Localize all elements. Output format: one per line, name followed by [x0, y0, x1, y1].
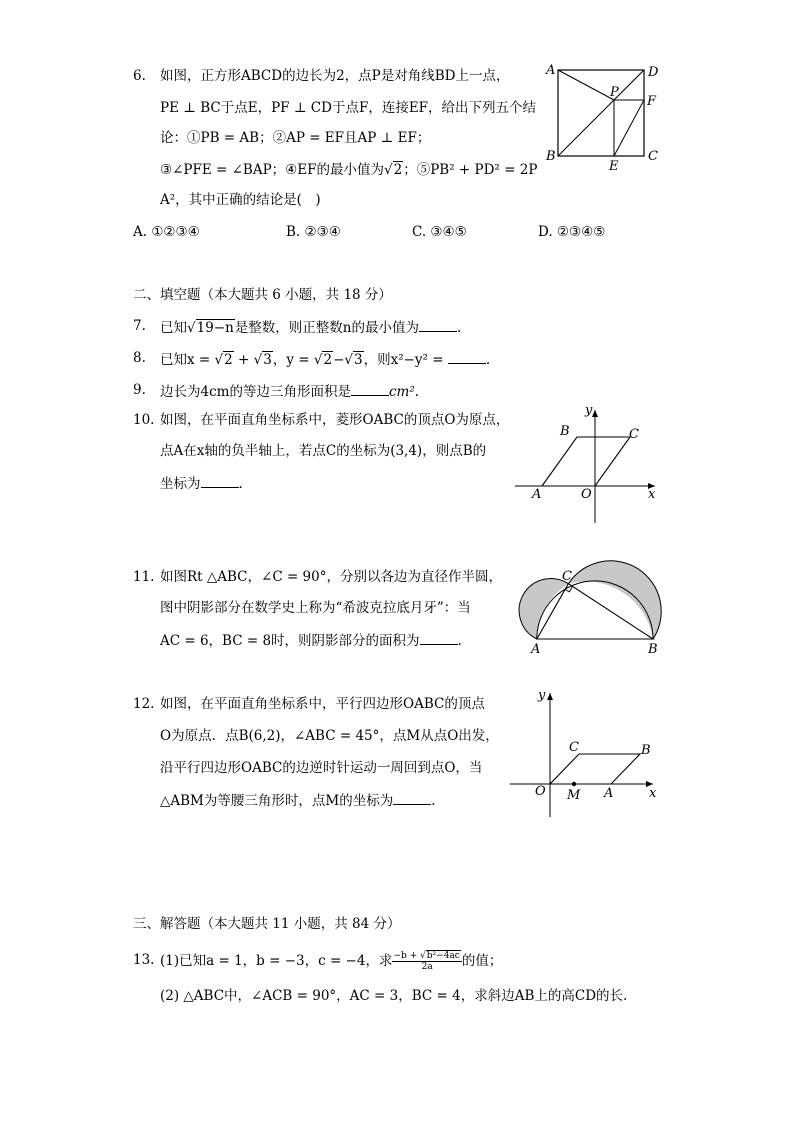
q6-option-b[interactable]: B. ②③④: [286, 224, 341, 240]
q7-number: 7.: [133, 318, 146, 334]
q11-line3: [160, 630, 462, 650]
formula-num-radicand: b²−4ac: [426, 951, 460, 961]
q13-part2: (2) △ABC中，∠ACB = 90°，AC = 3，BC = 4，求斜边AB上的高CD的长.: [160, 988, 628, 1004]
label-y: y: [585, 403, 593, 418]
q7-post: 是整数，则正整数n的最小值为: [234, 320, 419, 336]
q6-option-c[interactable]: C. ③④⑤: [412, 224, 467, 240]
q8-r2: 3: [263, 352, 272, 368]
label-o: O: [535, 784, 546, 799]
q11-lune-figure: [515, 560, 665, 660]
q12-number: 12.: [133, 696, 155, 712]
q8-mid2: ，y =: [272, 352, 314, 368]
label-b: B: [546, 149, 556, 164]
q10-number: 10.: [133, 412, 155, 428]
section-3-title: 三、解答题（本大题共 11 小题，共 84 分）: [133, 916, 401, 932]
q13-number: 13.: [133, 952, 155, 968]
label-c: C: [648, 149, 658, 164]
q11-answer-blank[interactable]: [420, 630, 458, 645]
sqrt-symbol: √: [384, 162, 393, 178]
label-y: y: [538, 688, 546, 703]
q8-mid3: −: [333, 352, 345, 368]
segment-ap: [558, 70, 614, 100]
label-d: D: [648, 65, 659, 80]
section-2-title: 二、填空题（本大题共 6 小题，共 18 分）: [133, 287, 392, 303]
q8-r1: 2: [224, 352, 233, 368]
segment-ef: [614, 100, 644, 156]
q8-answer-blank[interactable]: [448, 349, 486, 364]
q11-line3-text: AC = 6，BC = 8时，则阴影部分的面积为: [160, 633, 420, 649]
q10-answer-blank[interactable]: [201, 473, 239, 488]
label-c: C: [562, 569, 572, 584]
q8-end: .: [485, 352, 491, 368]
q6-line5: A²，其中正确的结论是( ): [160, 192, 321, 208]
q7-radicand: 19−n: [196, 320, 234, 336]
q10-line2: 点A在x轴的负半轴上，若点C的坐标为(3,4)，则点B的: [160, 443, 487, 459]
q6-line4-a: ③∠PFE = ∠BAP；④EF的最小值为: [160, 162, 385, 178]
label-b: B: [641, 743, 651, 758]
q9-text: [160, 381, 419, 401]
q9-unit: cm².: [388, 384, 420, 400]
q6-line4: [160, 161, 537, 179]
y-axis-arrow-icon: [547, 693, 553, 700]
label-a: A: [604, 786, 614, 801]
label-a: A: [531, 642, 541, 657]
q8-number: 8.: [133, 350, 146, 366]
label-a: A: [546, 63, 556, 78]
label-p: P: [610, 85, 619, 100]
label-b: B: [648, 642, 658, 657]
q12-line3: 沿平行四边形OABC的边逆时针运动一周回到点O，当: [160, 760, 483, 776]
q13-p1-pre: (1)已知a = 1，b = −3，c = −4，求: [160, 953, 393, 969]
y-axis-arrow-icon: [592, 410, 598, 417]
lune-ac: [519, 579, 568, 639]
q10-end: .: [238, 476, 243, 492]
q6-line4-radicand: 2: [393, 162, 403, 178]
label-c: C: [569, 740, 579, 755]
label-b: B: [560, 424, 570, 439]
q12-answer-blank[interactable]: [393, 790, 431, 805]
label-c: C: [629, 427, 639, 442]
q12-line2: O为原点．点B(6,2)，∠ABC = 45°，点M从点O出发，: [160, 728, 499, 744]
q10-line3: [160, 473, 243, 493]
q12-line4: [160, 790, 436, 810]
q10-line1: 如图，在平面直角坐标系中，菱形OABC的顶点O为原点，: [160, 412, 510, 428]
q11-line2: 图中阴影部分在数学史上称为“希波克拉底月牙”：当: [160, 600, 471, 616]
label-f: F: [647, 94, 657, 109]
label-m: M: [567, 788, 581, 803]
q6-option-a[interactable]: A. ①②③④: [133, 224, 200, 240]
q10-line3-text: 坐标为: [160, 476, 201, 492]
q7-answer-blank[interactable]: [419, 317, 457, 332]
q6-square-figure: [540, 60, 670, 175]
q11-number: 11.: [133, 569, 155, 585]
q9-answer-blank[interactable]: [351, 381, 389, 396]
q7-pre: 已知: [160, 320, 187, 336]
q8-mid1: +: [233, 352, 254, 368]
q12-line4-text: △ABM为等腰三角形时，点M的坐标为: [160, 793, 394, 809]
formula-num-a: −b +: [393, 951, 421, 961]
q12-end: .: [431, 793, 436, 809]
q7-end: .: [457, 320, 462, 336]
label-x: x: [648, 487, 656, 502]
q12-parallelogram-figure: [510, 685, 660, 820]
q6-number: 6.: [133, 68, 146, 84]
diagonal-bd: [558, 70, 644, 156]
q8-r3: 2: [323, 352, 333, 368]
label-x: x: [649, 786, 657, 801]
point-m: [572, 782, 576, 786]
q11-end: .: [457, 633, 462, 649]
sqrt-symbol: √: [187, 320, 196, 336]
q6-line3: 论：①PB = AB；②AP = EF且AP ⊥ EF；: [160, 130, 431, 146]
formula-denominator: 2a: [421, 962, 433, 972]
q7-text: [160, 317, 461, 337]
q6-line4-c: ；⑤PB² + PD² = 2P: [403, 162, 538, 178]
lune-bc: [568, 561, 661, 639]
sqrt-symbol: √: [344, 352, 353, 368]
q8-text: [160, 349, 490, 369]
q8-pre: 已知x =: [160, 352, 215, 368]
q9-pre: 边长为4cm的等边三角形面积是: [160, 384, 351, 400]
q8-r4: 3: [353, 352, 363, 368]
q6-line1: 如图，正方形ABCD的边长为2，点P是对角线BD上一点，: [160, 68, 510, 84]
q11-line1: 如图Rt △ABC，∠C = 90°，分别以各边为直径作半圆，: [160, 569, 502, 585]
label-a: A: [532, 487, 542, 502]
q10-rhombus-figure: [515, 400, 665, 525]
q12-line1: 如图，在平面直角坐标系中，平行四边形OABC的顶点: [160, 696, 485, 712]
q13-part1: [160, 951, 502, 972]
formula-numerator: −b + √b²−4ac: [393, 951, 460, 961]
label-e: E: [609, 159, 619, 174]
rhombus-oabc: [542, 437, 630, 486]
parallelogram-oabc: [550, 754, 640, 784]
quadratic-formula: [392, 951, 461, 972]
label-o: O: [581, 487, 592, 502]
sqrt-symbol: √: [253, 352, 263, 368]
q9-number: 9.: [133, 382, 146, 398]
q6-line2: PE ⊥ BC于点E，PF ⊥ CD于点F，连接EF，给出下列五个结: [160, 100, 537, 116]
sqrt-symbol: √: [313, 352, 323, 368]
q8-post: ，则x²−y² =: [363, 352, 448, 368]
q13-p1-post: 的值；: [461, 953, 503, 969]
q6-option-d[interactable]: D. ②③④⑤: [538, 224, 606, 240]
sqrt-symbol: √: [214, 352, 224, 368]
